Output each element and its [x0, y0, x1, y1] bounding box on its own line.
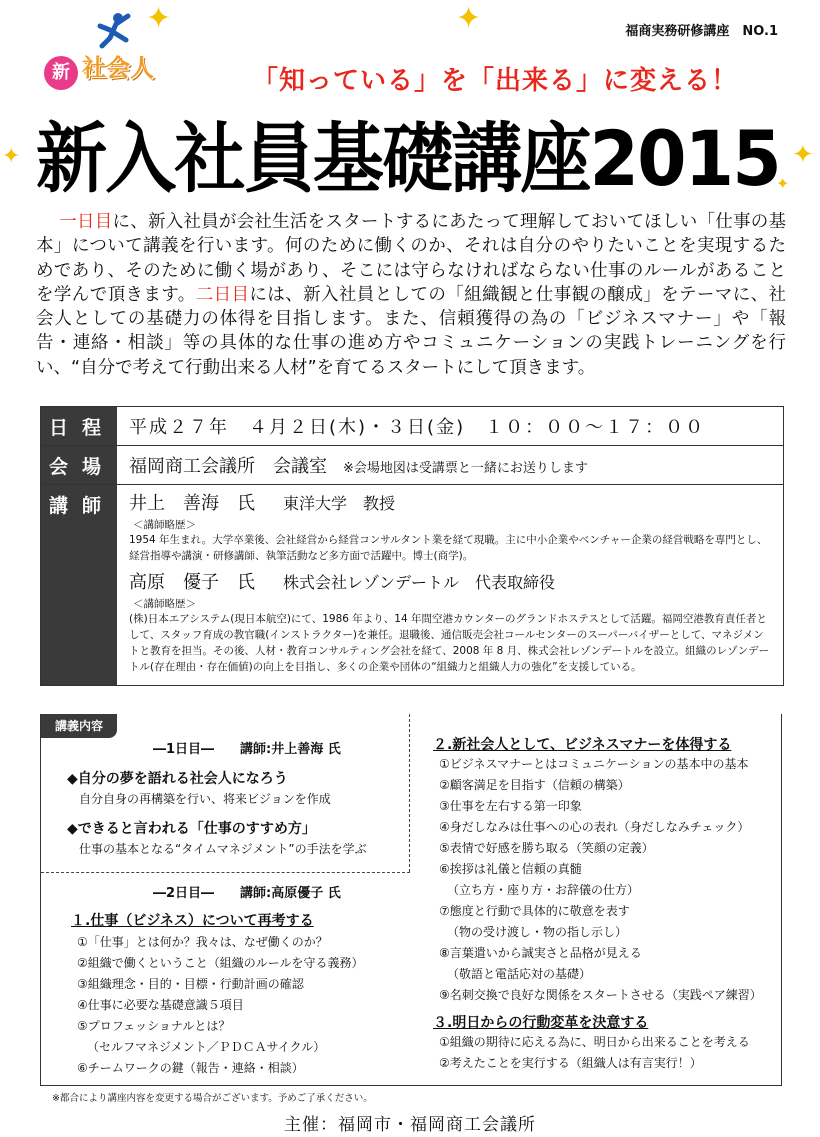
sparkle-icon: ✦ — [2, 144, 21, 169]
lecture-tag: 講義内容 — [41, 714, 117, 738]
catchphrase: 「知っている」を「出来る」に変える！ — [252, 66, 739, 96]
instructor-2 — [129, 568, 771, 594]
sparkle-icon: ✦ — [146, 1, 172, 36]
jumping-person-icon — [96, 12, 136, 52]
instructor-name: 井上 善海 氏 — [129, 493, 255, 514]
list-item: ⑧言葉遣いから誠実さと品格が見える — [439, 946, 642, 960]
section-list — [439, 1032, 750, 1074]
day2-highlight: 二日目 — [195, 284, 250, 305]
instructor-cell — [117, 485, 783, 685]
info-table — [40, 406, 784, 686]
divider — [409, 714, 410, 872]
instructor-label: 講師 — [41, 485, 117, 685]
venue-value-cell — [117, 446, 783, 484]
new-badge: 新 — [44, 56, 78, 90]
divider — [41, 872, 410, 873]
venue-note: ※会場地図は受講票と一緒にお送りします — [343, 461, 588, 476]
list-item: ①「仕事」とは何か？我々は、なぜ働くのか？ — [77, 935, 328, 949]
sparkle-icon: ✦ — [456, 1, 482, 36]
list-item: ⑥チームワークの鍵（報告・連絡・相談） — [77, 1061, 304, 1075]
list-item: ③組織理念・目的・目標・行動計画の確認 — [77, 977, 304, 991]
instructor-row — [41, 485, 783, 685]
venue-value: 福岡商工会議所 会議室 — [129, 456, 327, 477]
day2-heading: ―2日目― 講師:高原優子 氏 — [153, 886, 341, 901]
venue-row — [41, 446, 783, 485]
list-item: ①ビジネスマナーとはコミュニケーションの基本中の基本 — [439, 757, 749, 771]
bio-heading: ＜講師略歴＞ — [133, 598, 196, 610]
day1-topic: ◆自分の夢を語れる社会人になろう — [67, 771, 288, 787]
instructor-affiliation: 東洋大学 教授 — [283, 494, 396, 513]
section-list — [77, 932, 364, 1079]
instructor-affiliation: 株式会社レゾンデートル 代表取締役 — [283, 573, 556, 592]
instructor-bio: 1954 年生まれ。大学卒業後、会社経営から経営コンサルタント業を経て現職。主に中小企業やベンチャー企業の経営戦略を専門とし、経営指導や講演・研修講師、執筆活動など多方面で活躍中。博士(商学)。 — [129, 534, 768, 562]
section-title: ３.明日からの行動変革を決意する — [433, 1015, 649, 1031]
list-item: ④仕事に必要な基礎意識５項目 — [77, 998, 244, 1012]
logo-text: 社会人 — [82, 54, 154, 82]
list-item: （立ち方・座り方・お辞儀の仕方） — [447, 883, 640, 897]
day1-topic: ◆できると言われる「仕事のすすめ方」 — [67, 821, 316, 837]
day1-topic-sub: 仕事の基本となる“タイムマネジメント”の手法を学ぶ — [79, 842, 367, 856]
venue-label: 会場 — [41, 446, 117, 484]
section-list — [439, 754, 762, 1006]
day1-heading: ―1日目― 講師:井上善海 氏 — [153, 742, 341, 757]
footnote: ※都合により講座内容を変更する場合がございます。予めご了承ください。 — [52, 1093, 373, 1104]
day1-topic-sub: 自分自身の再構築を行い、将来ビジョンを作成 — [79, 792, 331, 806]
schedule-label: 日程 — [41, 407, 117, 445]
sponsor: 主催：福岡市・福岡商工会議所 — [284, 1115, 536, 1135]
list-item: （物の受け渡し・物の指し示し） — [447, 925, 628, 939]
instructor-bio: (株)日本エアシステム(現日本航空)にて、1986 年より、14 年間空港カウンターのグランドホステスとして活躍。福岡空港教育責任者として、スタッフ育成の教官職(インストラクター)を兼任。退職後、通信販売会社コールセンターのスーパーバイザーとして、マネジメントと教育を担当。その後、人材・教育コンサルティング会社を経て、2008 年 8 月、株式会社レゾンデートルを設立。組織のレゾンデートル(存在理由・存在価値)の向上を目指し、多くの企業や団体の“組織力と組織人力の強化”を支援している。 — [129, 613, 770, 673]
list-item: ③仕事を左右する第一印象 — [439, 799, 582, 813]
lecture-content — [40, 714, 782, 1086]
list-item: ②組織で働くということ（組織のルールを守る義務） — [77, 956, 364, 970]
intro-paragraph — [36, 210, 786, 380]
sparkle-icon: ✦ — [792, 140, 814, 170]
day1-highlight: 一日目 — [59, 212, 113, 232]
bio-heading: ＜講師略歴＞ — [133, 519, 196, 531]
section-title: １.仕事（ビジネス）について再考する — [71, 913, 314, 929]
list-item: （セルフマネジメント／ＰＤＣＡサイクル） — [87, 1040, 326, 1054]
intro-text-2: には、新入社員としての「組織観と仕事観の醸成」をテーマに、社会人としての基礎力の体得を目指します。また、信頼獲得の為の「ビジネスマナー」や「報告・連絡・相談」等の具体的な仕事の進め方やコミュニケーションの実践トレーニングを行い、“自分で考えて行動出来る人材”を育てるスタートにして頂きます。 — [36, 284, 786, 378]
series-number: 福商実務研修講座 NO.1 — [625, 24, 778, 39]
list-item: ⑥挨拶は礼儀と信頼の真髄 — [439, 862, 582, 876]
list-item: ⑤表情で好感を勝ち取る（笑顔の定義） — [439, 841, 654, 855]
schedule-value: 平成２７年 ４月２日(木)・３日(金) １０：００～１７：００ — [129, 417, 706, 438]
list-item: （敬語と電話応対の基礎） — [447, 967, 592, 981]
section-title: ２.新社会人として、ビジネスマナーを体得する — [433, 737, 732, 753]
instructor-name: 高原 優子 氏 — [129, 572, 255, 593]
list-item: ⑦態度と行動で具体的に敬意を表す — [439, 904, 630, 918]
list-item: ⑨名刺交換で良好な関係をスタートさせる（実践ペア練習） — [439, 988, 762, 1002]
list-item: ①組織の期待に応える為に、明日から出来ることを考える — [439, 1035, 750, 1049]
list-item: ②顧客満足を目指す（信頼の構築） — [439, 778, 630, 792]
page-title: 新入社員基礎講座2015 — [36, 114, 780, 203]
sparkle-icon: ✦ — [776, 174, 790, 193]
schedule-row — [41, 407, 783, 446]
list-item: ④身だしなみは仕事への心の表れ（身だしなみチェック） — [439, 820, 750, 834]
intro-text-1: に、新入社員が会社生活をスタートするにあたって理解しておいてほしい「仕事の基本」について講義を行います。何のために働くのか、それは自分のやりたいことを実現するためであり、そのために働く場があり、そこには守らなければならない仕事のルールがあることを学んで頂きます。 — [36, 212, 786, 305]
list-item: ②考えたことを実行する（組織人は有言実行！） — [439, 1056, 702, 1070]
instructor-1 — [129, 489, 771, 515]
list-item: ⑤プロフェッショナルとは？ — [77, 1019, 231, 1033]
